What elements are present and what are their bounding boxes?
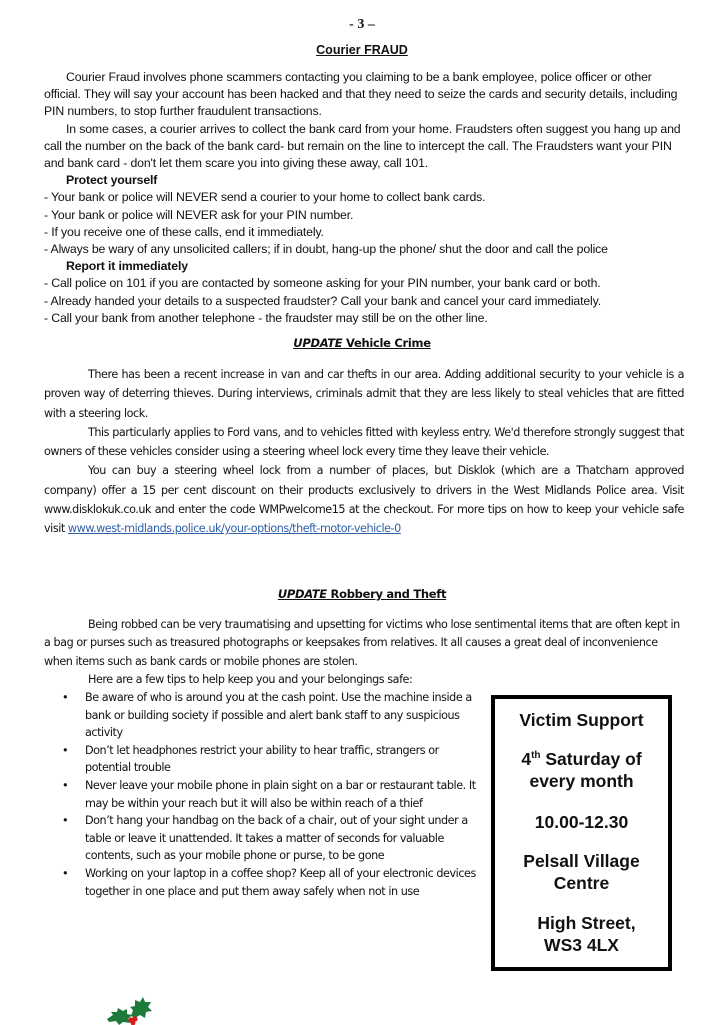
- courier-fraud-heading: Courier FRAUD: [316, 43, 408, 57]
- courier-fraud-paragraph: Courier Fraud involves phone scammers contacting you claiming to be a bank employee, police officer or other official. They will say your account has been hacked and that they need to seize the cards and security details, including PIN numbers, to stop further fraudulent transactions.: [44, 70, 678, 119]
- bullet-icon: •: [62, 743, 69, 757]
- bullet-icon: •: [62, 866, 69, 880]
- tip-text: Don’t hang your handbag on the back of a chair, out of your sight under a table or leave it unattended. It takes a matter of seconds for valuable contents, such as your mobile phone or purse, to be gone: [85, 814, 468, 863]
- victim-support-address: High Street,: [537, 913, 636, 933]
- report-it-heading: Report it immediately: [66, 259, 188, 274]
- tip-text: Don’t let headphones restrict your ability to hear traffic, strangers or potential trouble: [85, 743, 439, 775]
- robbery-theft-paragraph: Being robbed can be very traumatising and upsetting for victims who lose sentimental items that are often kept in a bag or purses such as treasured photographs or keepsakes from relatives. It all causes a great deal of inconvenience when items such as bank cards or mobile phones are stolen.: [44, 618, 680, 668]
- victim-support-venue: Pelsall Village: [523, 851, 640, 871]
- protect-item: - Your bank or police will NEVER ask for your PIN number.: [44, 207, 354, 222]
- protect-item: - If you receive one of these calls, end it immediately.: [44, 224, 324, 239]
- courier-fraud-paragraph: In some cases, a courier arrives to collect the bank card from your home. Fraudsters often suggest you hang up and call the number on the back of the bank card- but remain on the line to intercept the call. The Fraudsters want your PIN and bank card - don't let them scare you into giving these away, call 101.: [44, 121, 681, 171]
- disklok-text: You can buy a steering wheel lock from a number of places, but Disklok (which are a Thatcham approved company) offer a 15 per cent discount on their products exclusively to drivers in the West Midlands Police area. Visit www.disklokuk.co.uk and enter the code WMPwelcome15 at the checkout. For more tips on how to keep your vehicle safe visit: [44, 464, 684, 536]
- courier-fraud-section: [44, 69, 684, 327]
- victim-support-day: [495, 749, 668, 770]
- safety-tips-list: [60, 689, 480, 900]
- robbery-theft-section: [44, 616, 684, 689]
- update-label: UPDATE: [277, 587, 327, 601]
- vehicle-crime-title: Vehicle Crime: [342, 336, 431, 350]
- vehicle-crime-paragraph: There has been a recent increase in van and car thefts in our area. Adding additional security to your vehicle is a proven way of deterring thieves. During interviews, criminals admit that they are less likely to steal vehicles that are fitted with a steering lock.: [44, 368, 684, 420]
- tip-item: [60, 689, 480, 742]
- report-item: - Already handed your details to a suspected fraudster? Call your bank and cancel your card immediately.: [44, 293, 601, 308]
- wmp-theft-motor-vehicle-link[interactable]: www.west-midlands.police.uk/your-options/theft-motor-vehicle-0: [67, 522, 401, 536]
- vehicle-crime-heading: [0, 336, 724, 350]
- bullet-icon: •: [62, 691, 69, 704]
- tip-item: [60, 742, 480, 777]
- day-rest: Saturday of: [540, 749, 642, 769]
- day-number: 4: [521, 749, 532, 769]
- victim-support-frequency: every month: [529, 771, 634, 791]
- tip-item: [60, 865, 480, 900]
- tip-item: [60, 777, 480, 812]
- page-number: - 3 –: [349, 17, 375, 32]
- bullet-icon: •: [62, 778, 69, 792]
- victim-support-venue-2: Centre: [553, 873, 610, 893]
- report-item: - Call police on 101 if you are contacted by someone asking for your PIN number, your bank card or both.: [44, 276, 601, 291]
- tip-text: Be aware of who is around you at the cash point. Use the machine inside a bank or building society if possible and alert bank staff to any suspicious activity: [85, 691, 472, 740]
- protect-item: - Always be wary of any unsolicited callers; if in doubt, hang-up the phone/ shut the door and call the police: [44, 242, 608, 257]
- victim-support-box: [491, 695, 672, 971]
- tip-text: Never leave your mobile phone in plain sight on a bar or restaurant table. It may be within your reach but it will also be within reach of a thief: [85, 778, 476, 810]
- robbery-theft-intro: Here are a few tips to help keep you and your belongings safe:: [88, 672, 413, 686]
- tip-item: [60, 812, 480, 865]
- update-label: UPDATE: [293, 336, 343, 350]
- protect-item: - Your bank or police will NEVER send a courier to your home to collect bank cards.: [44, 190, 486, 205]
- report-item: - Call your bank from another telephone - the fraudster may still be on the other line.: [44, 310, 488, 325]
- victim-support-postcode: WS3 4LX: [544, 935, 619, 955]
- bullet-icon: •: [62, 814, 69, 828]
- vehicle-crime-paragraph: This particularly applies to Ford vans, and to vehicles fitted with keyless entry. We'd therefore strongly suggest that owners of these vehicles consider using a steering wheel lock every time they leave their vehicle.: [44, 425, 684, 459]
- protect-yourself-heading: Protect yourself: [66, 173, 158, 188]
- holly-icon: [105, 985, 165, 1025]
- robbery-theft-title: Robbery and Theft: [326, 587, 447, 601]
- victim-support-time: 10.00-12.30: [534, 812, 629, 832]
- vehicle-crime-section: [44, 365, 684, 539]
- victim-support-title: Victim Support: [519, 710, 644, 730]
- robbery-theft-heading: [0, 587, 724, 601]
- day-suffix: th: [531, 750, 541, 761]
- vehicle-crime-paragraph: [44, 461, 684, 538]
- tip-text: Working on your laptop in a coffee shop? Keep all of your electronic devices together in one place and put them away safely when not in use: [85, 866, 476, 898]
